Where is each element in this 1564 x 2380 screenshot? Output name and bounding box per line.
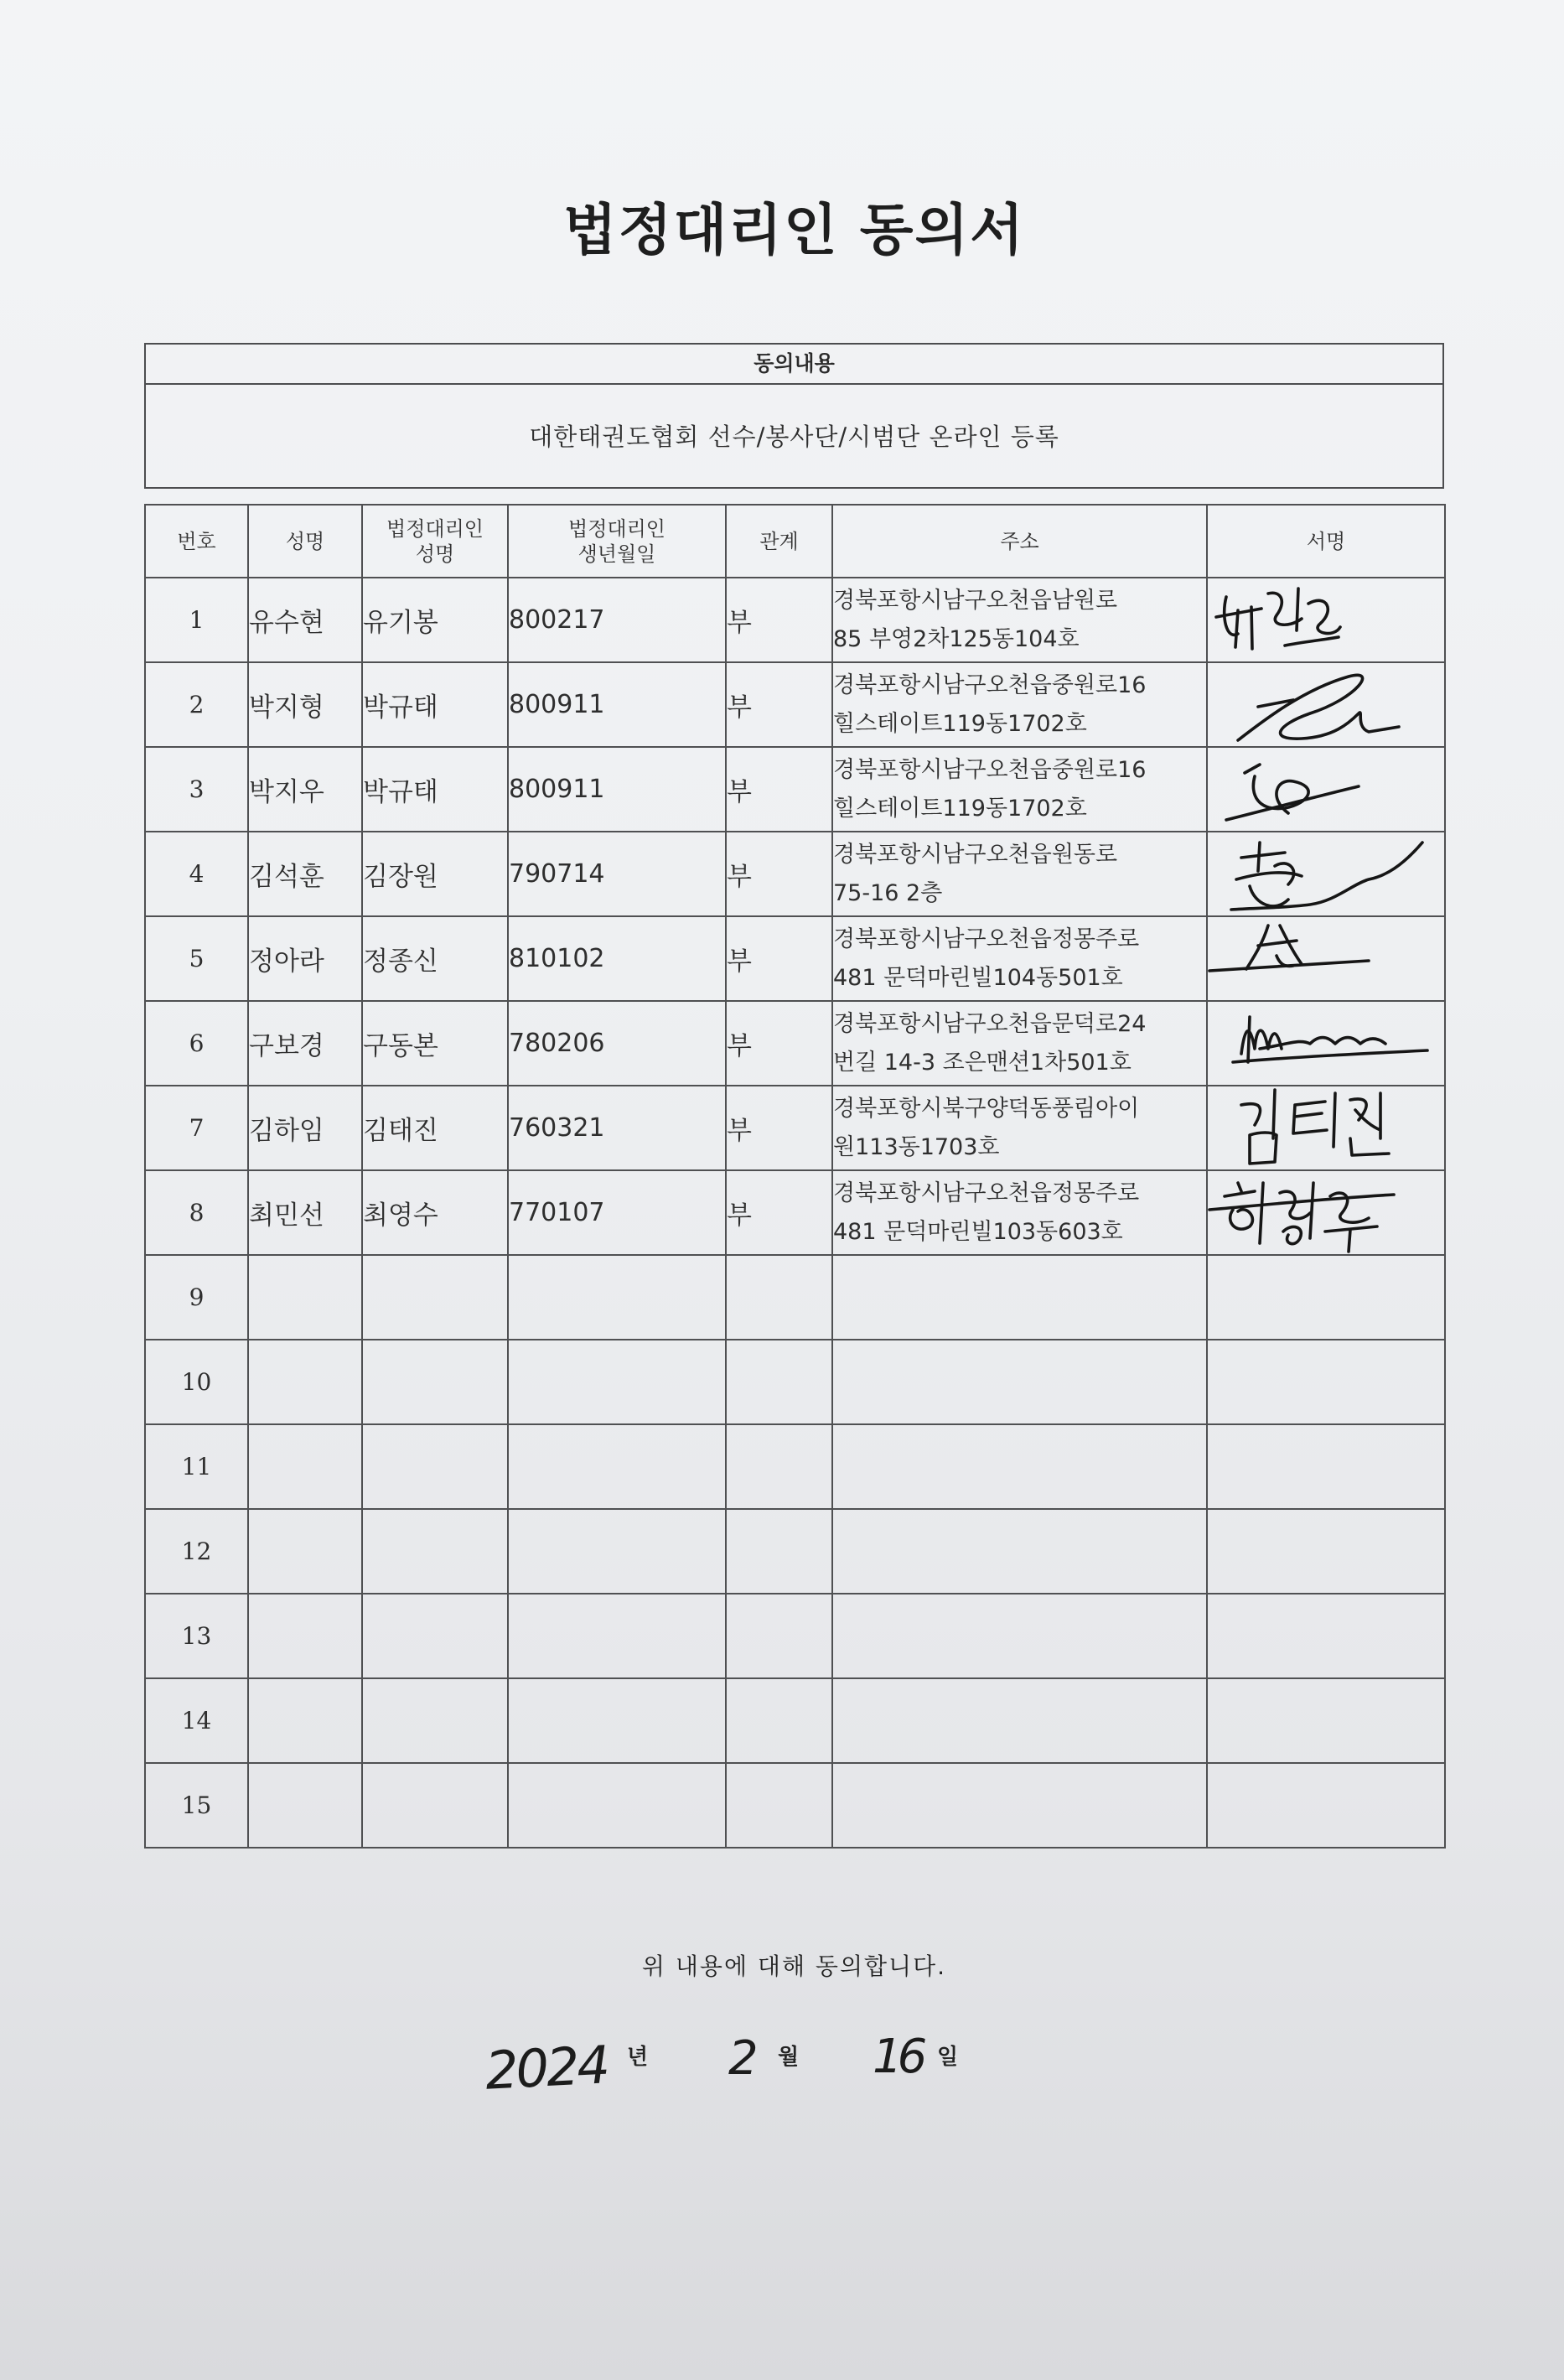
- address-line: 481 문덕마린빌103동603호: [833, 1218, 1123, 1245]
- header-signature: 서명: [1207, 505, 1445, 578]
- consent-box: [144, 343, 1444, 489]
- row-number: 4: [145, 832, 248, 916]
- table-row: [145, 1255, 1445, 1340]
- header-line: 법정대리인: [386, 516, 484, 541]
- table-row: [145, 1594, 1445, 1678]
- signature: [1208, 1086, 1446, 1171]
- row-number: 6: [145, 1001, 248, 1086]
- header-number: 번호: [145, 505, 248, 578]
- guardian-name: 김장원: [362, 832, 508, 916]
- participant-name: 박지우: [248, 747, 362, 832]
- address-cell: [832, 578, 1207, 662]
- table-row: [145, 1509, 1445, 1594]
- address-cell: [832, 747, 1207, 832]
- guardian-table: [144, 504, 1446, 1849]
- table-row: [145, 1424, 1445, 1509]
- header-address: 주소: [832, 505, 1207, 578]
- address-line: 원113동1703호: [833, 1133, 1000, 1160]
- row-number: 12: [145, 1509, 248, 1594]
- row-number: 14: [145, 1678, 248, 1763]
- address-cell: [832, 1509, 1207, 1594]
- relation: 부: [726, 662, 832, 747]
- document-title: 법정대리인 동의서: [562, 198, 1026, 262]
- consent-header: 동의내용: [146, 345, 1442, 385]
- address-cell: [832, 1001, 1207, 1086]
- guardian-name: [362, 1340, 508, 1424]
- address-cell: [832, 1678, 1207, 1763]
- relation: [726, 1340, 832, 1424]
- date-month-unit: 월: [778, 2045, 800, 2070]
- address-line: 경북포항시남구오천읍문덕로24: [833, 1010, 1147, 1037]
- table-row: [145, 747, 1445, 832]
- guardian-name: 정종신: [362, 916, 508, 1001]
- signature: [1208, 1171, 1446, 1256]
- consent-content: 대한태권도협회 선수/봉사단/시범단 온라인 등록: [529, 423, 1059, 451]
- signature-stroke: [1209, 926, 1369, 971]
- guardian-name: [362, 1424, 508, 1509]
- signature-stroke: [1241, 1090, 1389, 1164]
- participant-name: 최민선: [248, 1170, 362, 1255]
- participant-name: [248, 1594, 362, 1678]
- address-line: 75-16 2층: [833, 879, 943, 906]
- participant-name: [248, 1678, 362, 1763]
- table-header: [145, 505, 1445, 578]
- table-row: [145, 1763, 1445, 1848]
- row-number: 5: [145, 916, 248, 1001]
- address-line: 경북포항시북구양덕동풍림아이: [833, 1095, 1140, 1122]
- participant-name: 유수현: [248, 578, 362, 662]
- guardian-birthdate: [508, 1255, 726, 1340]
- guardian-birthdate: [508, 1678, 726, 1763]
- table-row: [145, 662, 1445, 747]
- participant-name: [248, 1763, 362, 1848]
- signature-cell: [1207, 1170, 1445, 1255]
- table-row: [145, 1170, 1445, 1255]
- address-cell: [832, 1594, 1207, 1678]
- guardian-name: [362, 1255, 508, 1340]
- address-line: 힐스테이트119동1702호: [833, 795, 1087, 822]
- guardian-birthdate: 770107: [508, 1170, 726, 1255]
- row-number: 2: [145, 662, 248, 747]
- guardian-birthdate: [508, 1763, 726, 1848]
- guardian-birthdate: [508, 1340, 726, 1424]
- date-year-handwritten: 2024: [484, 2034, 609, 2102]
- participant-name: 구보경: [248, 1001, 362, 1086]
- address-line: 85 부영2차125동104호: [833, 625, 1080, 652]
- row-number: 8: [145, 1170, 248, 1255]
- header-relation: 관계: [726, 505, 832, 578]
- signature-stroke: [1216, 589, 1340, 649]
- signature-cell: [1207, 662, 1445, 747]
- row-number: 7: [145, 1086, 248, 1170]
- row-number: 10: [145, 1340, 248, 1424]
- signature-cell: [1207, 1001, 1445, 1086]
- signature-cell: [1207, 1255, 1445, 1340]
- guardian-name: [362, 1763, 508, 1848]
- signature-cell: [1207, 1424, 1445, 1509]
- relation: 부: [726, 1170, 832, 1255]
- guardian-birthdate: [508, 1594, 726, 1678]
- signature-cell: [1207, 916, 1445, 1001]
- address-line: 경북포항시남구오천읍정몽주로: [833, 1180, 1140, 1206]
- guardian-name: [362, 1509, 508, 1594]
- table-row: [145, 1678, 1445, 1763]
- address-cell: [832, 916, 1207, 1001]
- row-number: 3: [145, 747, 248, 832]
- relation: [726, 1763, 832, 1848]
- address-cell: [832, 832, 1207, 916]
- participant-name: 김하임: [248, 1086, 362, 1170]
- guardian-name: [362, 1678, 508, 1763]
- signature-cell: [1207, 1678, 1445, 1763]
- signature: [1208, 832, 1446, 917]
- signature-cell: [1207, 578, 1445, 662]
- guardian-birthdate: 800911: [508, 747, 726, 832]
- guardian-birthdate: 760321: [508, 1086, 726, 1170]
- address-line: 경북포항시남구오천읍남원로: [833, 587, 1118, 614]
- relation: 부: [726, 1001, 832, 1086]
- guardian-birthdate: 800217: [508, 578, 726, 662]
- row-number: 15: [145, 1763, 248, 1848]
- address-cell: [832, 662, 1207, 747]
- participant-name: 김석훈: [248, 832, 362, 916]
- signature-stroke: [1226, 765, 1359, 820]
- signature-cell: [1207, 1509, 1445, 1594]
- relation: 부: [726, 1086, 832, 1170]
- address-line: 경북포항시남구오천읍중원로16: [833, 756, 1147, 783]
- participant-name: [248, 1509, 362, 1594]
- address-cell: [832, 1340, 1207, 1424]
- participant-name: [248, 1340, 362, 1424]
- guardian-name: 박규태: [362, 662, 508, 747]
- table-row: [145, 1001, 1445, 1086]
- guardian-birthdate: 810102: [508, 916, 726, 1001]
- date-year-unit: 년: [627, 2045, 649, 2070]
- guardian-birthdate: [508, 1509, 726, 1594]
- relation: [726, 1594, 832, 1678]
- address-line: 번길 14-3 조은맨션1차501호: [833, 1049, 1132, 1076]
- row-number: 11: [145, 1424, 248, 1509]
- address-cell: [832, 1086, 1207, 1170]
- row-number: 1: [145, 578, 248, 662]
- signature-cell: [1207, 1340, 1445, 1424]
- relation: [726, 1424, 832, 1509]
- signature-stroke: [1238, 675, 1399, 740]
- signature-cell: [1207, 1594, 1445, 1678]
- guardian-birthdate: 790714: [508, 832, 726, 916]
- signature: [1208, 917, 1446, 1002]
- guardian-name: 유기봉: [362, 578, 508, 662]
- address-cell: [832, 1763, 1207, 1848]
- guardian-birthdate: 800911: [508, 662, 726, 747]
- table-row: [145, 578, 1445, 662]
- relation: 부: [726, 747, 832, 832]
- address-line: 경북포항시남구오천읍정몽주로: [833, 926, 1140, 952]
- header-line: 성명: [415, 542, 455, 566]
- address-line: 경북포항시남구오천읍중원로16: [833, 671, 1147, 698]
- guardian-name: [362, 1594, 508, 1678]
- row-number: 9: [145, 1255, 248, 1340]
- participant-name: [248, 1424, 362, 1509]
- signature-cell: [1207, 1763, 1445, 1848]
- header-guardian-name: [362, 505, 508, 578]
- address-line: 경북포항시남구오천읍원동로: [833, 841, 1118, 868]
- guardian-birthdate: [508, 1424, 726, 1509]
- signature-cell: [1207, 747, 1445, 832]
- address-cell: [832, 1255, 1207, 1340]
- guardian-name: 구동본: [362, 1001, 508, 1086]
- date-day-unit: 일: [937, 2045, 959, 2070]
- guardian-birthdate: 780206: [508, 1001, 726, 1086]
- relation: 부: [726, 916, 832, 1001]
- agreement-statement: 위 내용에 대해 동의합니다.: [641, 1952, 947, 1980]
- signature-stroke: [1233, 1017, 1427, 1062]
- table-row: [145, 832, 1445, 916]
- signature-cell: [1207, 1086, 1445, 1170]
- signature: [1208, 748, 1446, 832]
- guardian-name: 박규태: [362, 747, 508, 832]
- date-month-handwritten: 2: [728, 2031, 759, 2086]
- participant-name: [248, 1255, 362, 1340]
- relation: [726, 1509, 832, 1594]
- date-day-handwritten: 16: [873, 2030, 923, 2084]
- relation: [726, 1255, 832, 1340]
- header-line: 법정대리인: [568, 516, 665, 541]
- guardian-name: 최영수: [362, 1170, 508, 1255]
- guardian-name: 김태진: [362, 1086, 508, 1170]
- signature-stroke: [1231, 843, 1422, 910]
- header-line: 생년월일: [577, 542, 656, 566]
- table-body: [145, 578, 1445, 1848]
- signature: [1208, 578, 1446, 663]
- signature-cell: [1207, 832, 1445, 916]
- address-cell: [832, 1424, 1207, 1509]
- table-row: [145, 1340, 1445, 1424]
- header-name: 성명: [248, 505, 362, 578]
- row-number: 13: [145, 1594, 248, 1678]
- signature: [1208, 663, 1446, 748]
- header-guardian-birthdate: [508, 505, 726, 578]
- relation: 부: [726, 832, 832, 916]
- table-header-row: [145, 505, 1445, 578]
- address-cell: [832, 1170, 1207, 1255]
- participant-name: 정아라: [248, 916, 362, 1001]
- signature-stroke: [1209, 1183, 1394, 1252]
- relation: 부: [726, 578, 832, 662]
- address-line: 481 문덕마린빌104동501호: [833, 964, 1123, 991]
- signature: [1208, 1002, 1446, 1086]
- table-row: [145, 1086, 1445, 1170]
- address-line: 힐스테이트119동1702호: [833, 710, 1087, 737]
- table-row: [145, 916, 1445, 1001]
- participant-name: 박지형: [248, 662, 362, 747]
- relation: [726, 1678, 832, 1763]
